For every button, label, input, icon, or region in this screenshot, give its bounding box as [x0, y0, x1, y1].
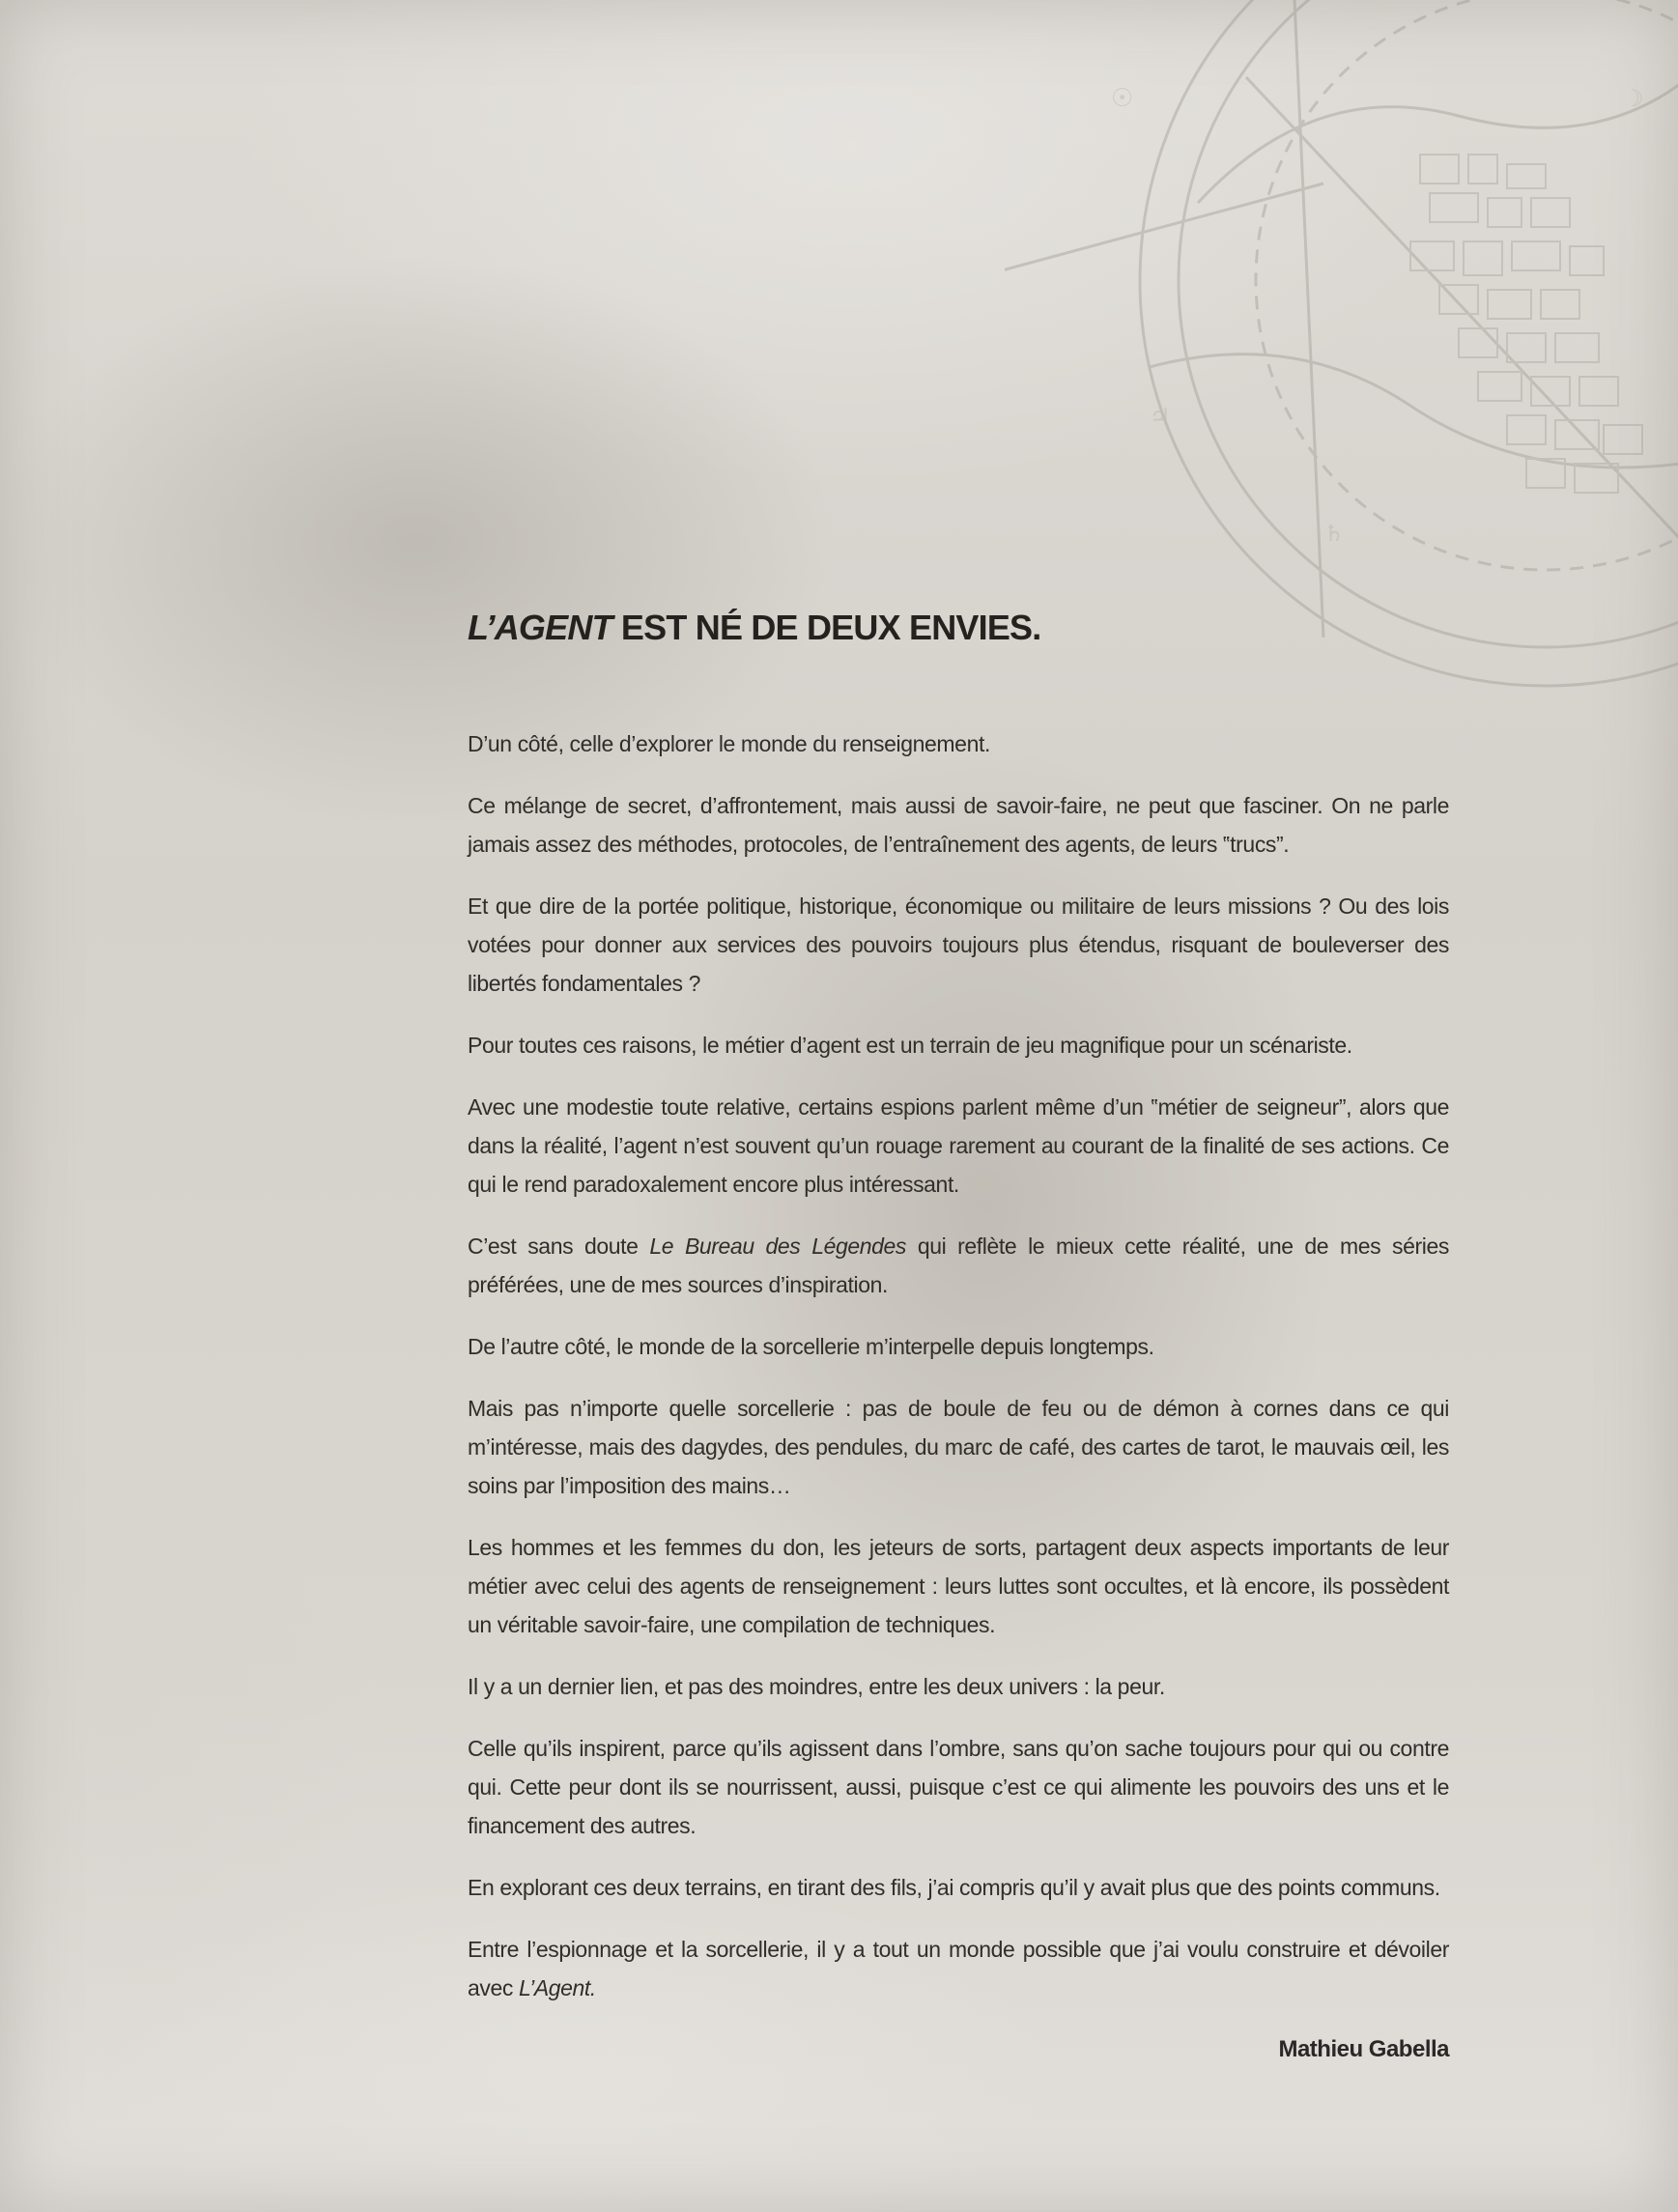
page-title: [468, 599, 1449, 657]
paragraph-7: De l’autre côté, le monde de la sorcellerie m’interpelle depuis longtemps.: [468, 1334, 1154, 1359]
article: [468, 599, 1449, 2069]
svg-text:☽: ☽: [1623, 85, 1644, 112]
book-title: L’Agent.: [518, 1975, 596, 2000]
paragraph-1: D’un côté, celle d’explorer le monde du renseignement.: [468, 731, 990, 756]
title-rest: EST NÉ DE DEUX ENVIES.: [611, 608, 1041, 647]
paragraph-2: Ce mélange de secret, d’affrontement, mais aussi de savoir-faire, ne peut que fasciner. On ne parle jamais assez des méthodes, protocoles, de l’entraînement des agents, de leurs ‟trucs”.: [468, 793, 1449, 857]
author-signature: Mathieu Gabella: [1278, 2036, 1449, 2062]
series-title: Le Bureau des Légendes: [649, 1234, 907, 1259]
paragraph-3: Et que dire de la portée politique, historique, économique ou militaire de leurs missions ? Ou des lois votées pour donner aux services des pouvoirs toujours plus étendus, risquant de bouleverser des libertés fondamentales ?: [468, 893, 1449, 996]
paragraph-11: Celle qu’ils inspirent, parce qu’ils agissent dans l’ombre, sans qu’on sache toujours pour qui ou contre qui. Cette peur dont ils se nourrissent, aussi, puisque c’est ce qui alimente les pouvoirs des uns et le financement des autres.: [468, 1736, 1449, 1838]
paragraph-6-start: C’est sans doute: [468, 1234, 650, 1259]
title-italic: L’AGENT: [468, 608, 612, 647]
paragraph-6-end: qui reflète le mieux cette réalité, une de mes séries préférées, une de mes sources d’inspiration.: [468, 1234, 1449, 1297]
paragraph-13-start: Entre l’espionnage et la sorcellerie, il y a tout un monde possible que j’ai voulu construire et dévoiler avec: [468, 1937, 1449, 2000]
paragraph-12: En explorant ces deux terrains, en tirant des fils, j’ai compris qu’il y avait plus que des points communs.: [468, 1875, 1440, 1900]
paragraph-10: Il y a un dernier lien, et pas des moindres, entre les deux univers : la peur.: [468, 1674, 1165, 1699]
paragraph-6: [468, 1227, 1449, 1304]
svg-text:♃: ♃: [1150, 404, 1171, 431]
paragraph-9: Les hommes et les femmes du don, les jeteurs de sorts, partagent deux aspects importants de leur métier avec celui des agents de renseignement : leurs luttes sont occultes, et là encore, ils possèdent un véritable savoir-faire, une compilation de techniques.: [468, 1535, 1449, 1637]
paragraph-4: Pour toutes ces raisons, le métier d’agent est un terrain de jeu magnifique pour un scénariste.: [468, 1033, 1352, 1058]
paragraph-8: Mais pas n’importe quelle sorcellerie : pas de boule de feu ou de démon à cornes dans ce qui m’intéresse, mais des dagydes, des pendules, du marc de café, des cartes de tarot, le mauvais œil, les soins par l’imposition des mains…: [468, 1396, 1449, 1498]
paragraph-13: [468, 1930, 1449, 2007]
svg-text:♄: ♄: [1323, 520, 1345, 547]
svg-text:☉: ☉: [1111, 84, 1134, 113]
paragraph-5: Avec une modestie toute relative, certains espions parlent même d’un ‟métier de seigneur”, alors que dans la réalité, l’agent n’est souvent qu’un rouage rarement au courant de la finalité de ses actions. Ce qui le rend paradoxalement encore plus intéressant.: [468, 1094, 1449, 1197]
